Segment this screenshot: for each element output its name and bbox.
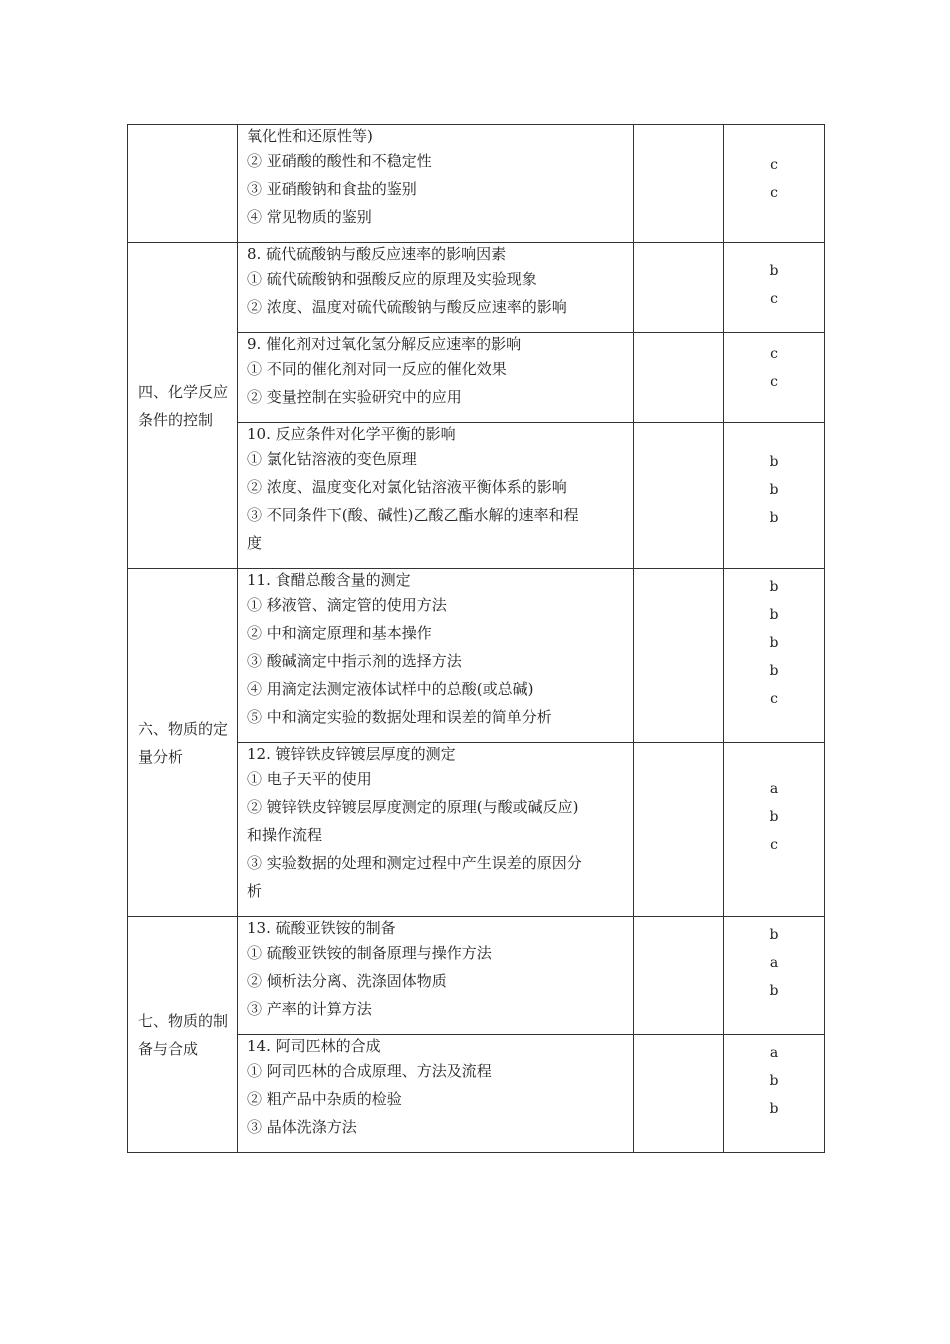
level-mark: b <box>769 1101 779 1117</box>
requirement-item: 度 <box>247 534 263 552</box>
unit-cell <box>128 125 238 243</box>
syllabus-table <box>127 124 825 1153</box>
requirement-item: ① 氯化钴溶液的变色原理 <box>247 450 417 468</box>
empty-cell <box>634 243 724 333</box>
level-mark: b <box>769 482 779 498</box>
level-mark: b <box>769 1073 779 1089</box>
topic-title: 氧化性和还原性等) <box>247 127 373 145</box>
empty-cell <box>634 423 724 569</box>
requirement-item: ⑤ 中和滴定实验的数据处理和误差的简单分析 <box>247 708 552 726</box>
topic-cell <box>238 125 634 243</box>
level-mark: c <box>770 346 778 362</box>
requirement-item: ① 不同的催化剂对同一反应的催化效果 <box>247 360 507 378</box>
table-row <box>128 917 825 1035</box>
empty-cell <box>634 917 724 1035</box>
requirement-item: ② 亚硝酸的酸性和不稳定性 <box>247 152 432 170</box>
topic-title: 13. 硫酸亚铁铵的制备 <box>247 919 396 937</box>
table-row <box>128 243 825 333</box>
requirement-item: ③ 不同条件下(酸、碱性)乙酸乙酯水解的速率和程 <box>247 506 579 524</box>
level-mark: b <box>769 663 779 679</box>
level-mark: c <box>770 291 778 307</box>
level-cell <box>724 743 825 917</box>
requirement-item: ④ 常见物质的鉴别 <box>247 208 372 226</box>
level-mark: b <box>769 983 779 999</box>
topic-title: 9. 催化剂对过氧化氢分解反应速率的影响 <box>247 335 522 353</box>
requirement-item: ③ 酸碱滴定中指示剂的选择方法 <box>247 652 462 670</box>
unit-cell: 七、物质的制备与合成 <box>128 917 238 1153</box>
level-mark: c <box>770 374 778 390</box>
level-mark: b <box>769 579 779 595</box>
topic-title: 11. 食醋总酸含量的测定 <box>247 571 411 589</box>
unit-cell: 四、化学反应条件的控制 <box>128 243 238 569</box>
topic-title: 14. 阿司匹林的合成 <box>247 1037 381 1055</box>
requirement-item: ② 粗产品中杂质的检验 <box>247 1090 402 1108</box>
level-cell <box>724 423 825 569</box>
level-mark: a <box>769 955 779 971</box>
requirement-item: ② 镀锌铁皮锌镀层厚度测定的原理(与酸或碱反应) <box>247 798 579 816</box>
level-mark: c <box>770 157 778 173</box>
empty-cell <box>634 743 724 917</box>
level-mark: c <box>770 837 778 853</box>
level-mark: b <box>769 635 779 651</box>
empty-cell <box>634 569 724 743</box>
requirement-item: ① 硫代硫酸钠和强酸反应的原理及实验现象 <box>247 270 537 288</box>
topic-cell <box>238 743 634 917</box>
table-row <box>128 569 825 743</box>
syllabus-table-body <box>128 125 825 1153</box>
requirement-item: ③ 实验数据的处理和测定过程中产生误差的原因分 <box>247 854 582 872</box>
topic-cell <box>238 569 634 743</box>
level-mark: c <box>770 185 778 201</box>
empty-cell <box>634 333 724 423</box>
topic-title: 12. 镀锌铁皮锌镀层厚度的测定 <box>247 745 456 763</box>
requirement-item: ④ 用滴定法测定液体试样中的总酸(或总碱) <box>247 680 534 698</box>
requirement-item: 析 <box>247 882 263 900</box>
level-mark: b <box>769 263 779 279</box>
empty-cell <box>634 1035 724 1153</box>
level-mark: b <box>769 809 779 825</box>
requirement-item: ② 倾析法分离、洗涤固体物质 <box>247 972 447 990</box>
requirement-item: ① 移液管、滴定管的使用方法 <box>247 596 447 614</box>
requirement-item: ③ 产率的计算方法 <box>247 1000 372 1018</box>
topic-title: 8. 硫代硫酸钠与酸反应速率的影响因素 <box>247 245 507 263</box>
level-cell <box>724 917 825 1035</box>
topic-cell <box>238 423 634 569</box>
level-cell <box>724 569 825 743</box>
requirement-item: ② 变量控制在实验研究中的应用 <box>247 388 462 406</box>
topic-title: 10. 反应条件对化学平衡的影响 <box>247 425 456 443</box>
level-mark: b <box>769 454 779 470</box>
table-row <box>128 125 825 243</box>
topic-cell <box>238 1035 634 1153</box>
requirement-item: ③ 亚硝酸钠和食盐的鉴别 <box>247 180 417 198</box>
level-mark: b <box>769 607 779 623</box>
requirement-item: ① 硫酸亚铁铵的制备原理与操作方法 <box>247 944 492 962</box>
level-mark: b <box>769 927 779 943</box>
requirement-item: ② 浓度、温度变化对氯化钴溶液平衡体系的影响 <box>247 478 567 496</box>
level-cell <box>724 333 825 423</box>
level-cell <box>724 125 825 243</box>
level-mark: b <box>769 510 779 526</box>
topic-cell <box>238 243 634 333</box>
requirement-item: ① 电子天平的使用 <box>247 770 372 788</box>
requirement-item: ③ 晶体洗涤方法 <box>247 1118 357 1136</box>
level-cell <box>724 1035 825 1153</box>
requirement-item: ② 中和滴定原理和基本操作 <box>247 624 432 642</box>
unit-cell: 六、物质的定量分析 <box>128 569 238 917</box>
empty-cell <box>634 125 724 243</box>
topic-cell <box>238 333 634 423</box>
requirement-item: ② 浓度、温度对硫代硫酸钠与酸反应速率的影响 <box>247 298 567 316</box>
level-mark: a <box>769 781 779 797</box>
requirement-item: 和操作流程 <box>247 826 323 844</box>
requirement-item: ① 阿司匹林的合成原理、方法及流程 <box>247 1062 492 1080</box>
level-cell <box>724 243 825 333</box>
topic-cell <box>238 917 634 1035</box>
level-mark: c <box>770 691 778 707</box>
level-mark: a <box>769 1045 779 1061</box>
